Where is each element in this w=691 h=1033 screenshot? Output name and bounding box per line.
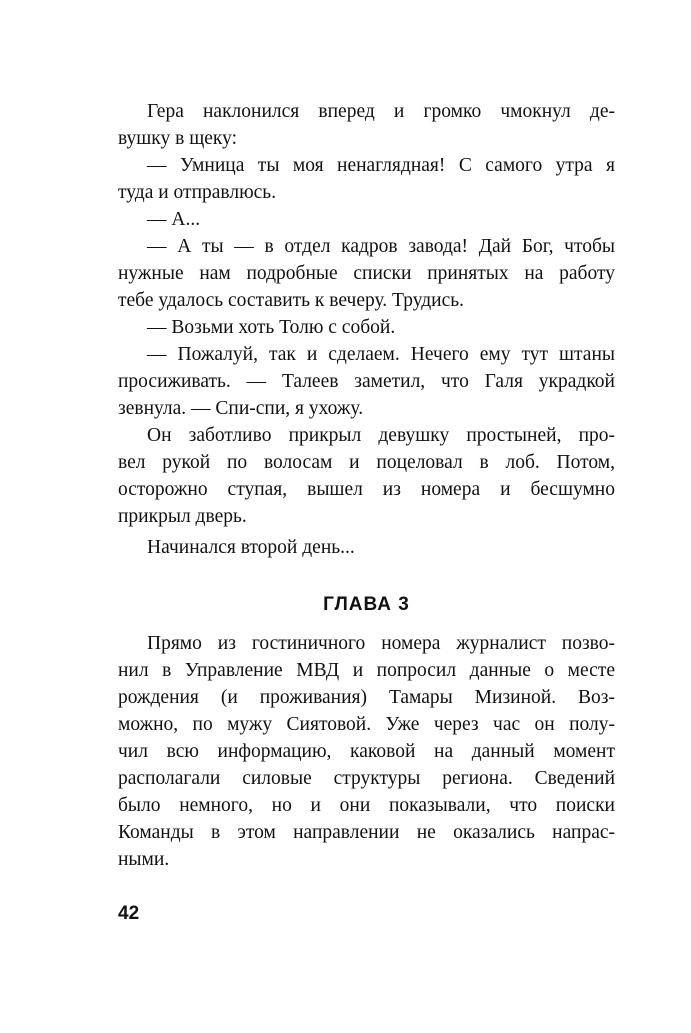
text-line: — Возьми хоть Толю с собой. [147,317,396,338]
text-line: прикрыл дверь. [118,506,247,527]
text-line: было немного, но и они показывали, что поиски [118,795,615,816]
text-line: чил всю информацию, каковой на данный момент [118,741,615,762]
text-line: Он заботливо прикрыл девушку простыней, про- [147,425,615,446]
page-number: 42 [118,903,140,924]
text-line: располагали силовые структуры региона. Сведений [118,768,615,789]
book-page [118,98,615,873]
text-line: зевнула. — Спи-спи, я ухожу. [118,398,364,419]
paragraph [118,98,615,152]
text-line: ными. [118,849,170,870]
text-line: туда и отправлюсь. [118,182,277,203]
text-line: вушку в щеку: [118,128,237,149]
paragraph [118,152,615,206]
closing-paragraph [118,534,615,561]
spacer [118,561,615,591]
chapter-paragraph [118,630,615,873]
text-line: — А ты — в отдел кадров завода! Дай Бог, чтобы [147,236,615,257]
paragraph [118,341,615,422]
text-line: Гера наклонился вперед и громко чмокнул де- [147,101,615,122]
paragraph [118,206,615,233]
paragraph [118,422,615,530]
text-line: рождения (и проживания) Тамары Мизиной. Воз- [118,687,615,708]
text-line: Команды в этом направлении не оказались напрас- [118,822,615,843]
text-line: — Умница ты моя ненаглядная! С самого утра я [147,155,615,176]
text-line: Начинался второй день... [147,537,355,558]
chapter-title: ГЛАВА 3 [323,594,410,615]
text-line: нужные нам подробные списки принятых на работу [118,263,615,284]
text-line: тебе удалось составить к вечеру. Трудись. [118,290,465,311]
text-line: можно, по мужу Сиятовой. Уже через час он полу- [118,714,615,735]
text-line: нил в Управление МВД и попросил данные о месте [118,660,615,681]
spacer [118,618,615,630]
text-line: просиживать. — Талеев заметил, что Галя украдкой [118,371,615,392]
paragraph [118,314,615,341]
text-line: вел рукой по волосам и поцеловал в лоб. Потом, [118,452,615,473]
text-line: — А... [147,209,201,230]
text-line: Прямо из гостиничного номера журналист позво- [147,633,615,654]
text-line: осторожно ступая, вышел из номера и бесшумно [118,479,615,500]
paragraph [118,233,615,314]
text-line: — Пожалуй, так и сделаем. Нечего ему тут штаны [147,344,615,365]
